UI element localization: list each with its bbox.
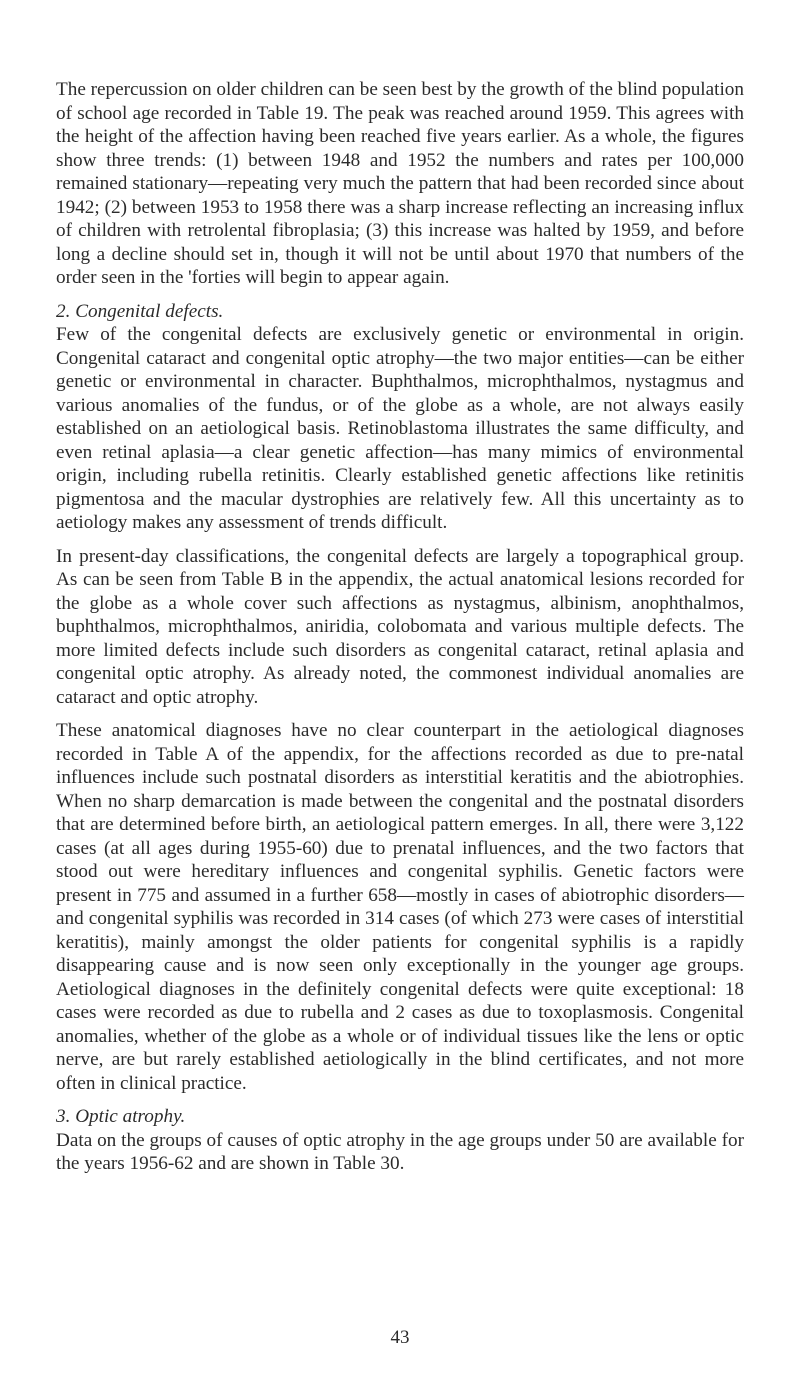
paragraph-congenital-defects: Few of the congenital defects are exclusively genetic or environmental in origin. Congenital cataract and congenital optic atrophy—the two major entities—can be either genetic or environmental in character. Buphthalmos, microphthalmos, nystagmus and various anomalies of the fundus, or of the globe as a whole, are not always easily established on an aetiological basis. Retinoblastoma illustrates the same difficulty, and even retinal aplasia—a clear genetic affection—has many mimics of environmental origin, including rubella retinitis. Clearly established genetic affections like retinitis pigmentosa and the macular dystrophies are relatively few. All this uncertainty as to aetiology makes any assessment of trends difficult. (56, 324, 744, 533)
paragraph-aetiological-diagnoses: These anatomical diagnoses have no clear counterpart in the aetiological diagnoses recorded in Table A of the appendix, for the affections recorded as due to pre-natal influences include such postnatal disorders as interstitial keratitis and the abiotrophies. When no sharp demarcation is made between the congenital and the postnatal disorders that are determined before birth, an aetiological pattern emerges. In all, there were 3,122 cases (at all ages during 1955-60) due to prenatal influences, and the two factors that stood out were hereditary influences and congenital syphilis. Genetic factors were present in 775 and assumed in a further 658—mostly in cases of abiotrophic disorders—and congenital syphilis was recorded in 314 cases (of which 273 were cases of interstitial keratitis), mainly amongst the older patients for congenital syphilis is a rapidly disappearing cause and is now seen only exceptionally in the younger age groups. Aetiological diagnoses in the definitely congenital defects were quite exceptional: 18 cases were recorded as due to rubella and 2 cases as due to toxoplasmosis. Congenital anomalies, whether of the globe as a whole or of individual tissues like the lens or optic nerve, are but rarely established aetiologically in the blind certificates, and not more often in clinical practice. (56, 720, 744, 1094)
section-title: Optic atrophy. (75, 1106, 186, 1127)
document-page (56, 78, 744, 1176)
section-number: 3. (56, 1106, 71, 1127)
section-number: 2. (56, 300, 71, 322)
paragraph-blind-population-trends: The repercussion on older children can be seen best by the growth of the blind population of school age recorded in Table 19. The peak was reached around 1959. This agrees with the height of the affection having been reached five years earlier. As a whole, the figures show three trends: (1) between 1948 and 1952 the numbers and rates per 100,000 remained stationary—repeating very much the pattern that had been recorded since about 1942; (2) between 1953 to 1958 there was a sharp increase reflecting an increasing influx of children with retrolental fibroplasia; (3) this increase was halted by 1959, and before long a decline should set in, though it will not be until about 1970 that numbers of the order seen in the 'forties will begin to appear again. (56, 79, 744, 288)
paragraph-topographical-group: In present-day classifications, the congenital defects are largely a topographical group. As can be seen from Table B in the appendix, the actual anatomical lesions recorded for the globe as a whole cover such affections as nystagmus, albinism, anophthalmos, buphthalmos, microphthalmos, aniridia, colobomata and various multiple defects. The more limited defects include such disorders as congenital cataract, retinal aplasia and congenital optic atrophy. As already noted, the commonest individual anomalies are cataract and optic atrophy. (56, 545, 744, 708)
page-number: 43 (390, 1327, 410, 1348)
section-heading-optic-atrophy (56, 1105, 744, 1129)
section-heading-congenital-defects (56, 300, 744, 324)
section-title: Congenital defects. (75, 300, 224, 322)
paragraph-optic-atrophy: Data on the groups of causes of optic atrophy in the age groups under 50 are available for the years 1956-62 and are shown in Table 30. (56, 1129, 744, 1174)
